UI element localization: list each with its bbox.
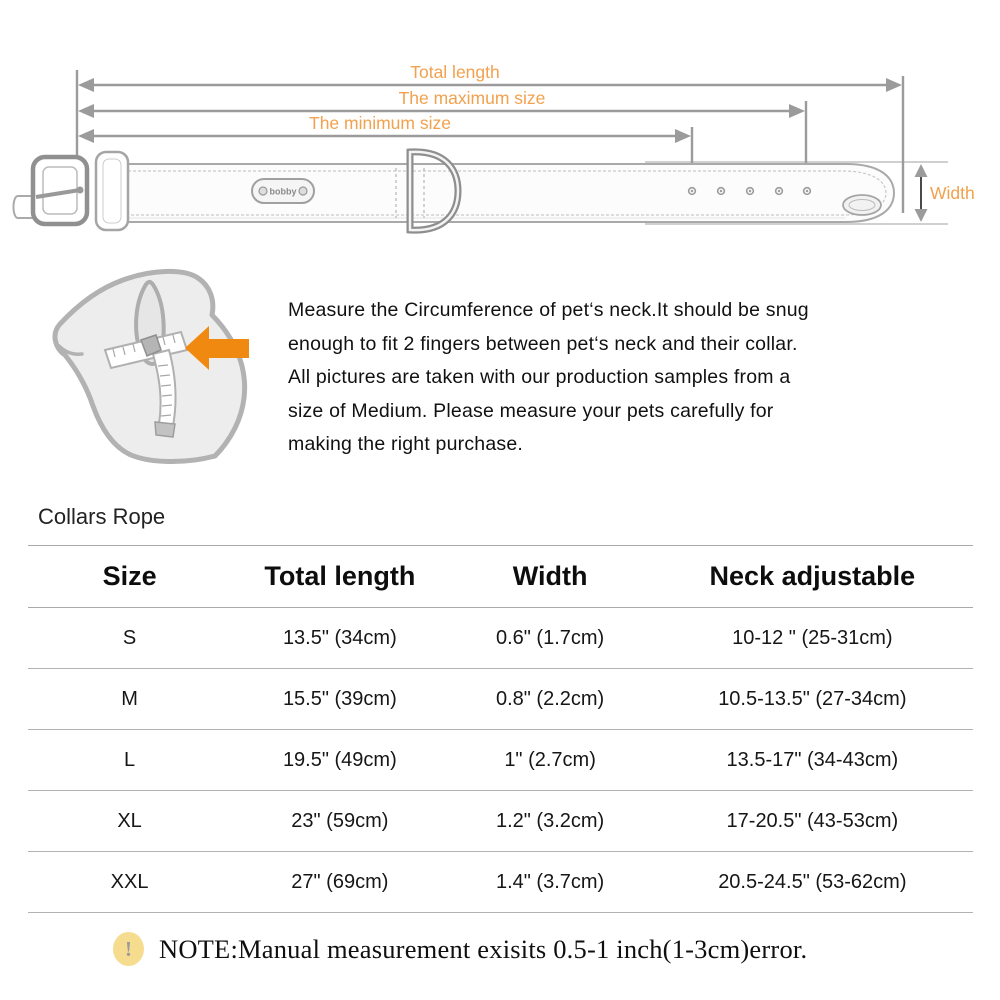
- measuring-instructions: [288, 294, 938, 462]
- cell-width: 0.8" (2.2cm): [449, 669, 652, 730]
- width-label: Width: [930, 183, 975, 203]
- maximum-size-label: The maximum size: [398, 88, 546, 108]
- note-row: [113, 932, 807, 966]
- cell-neck-adjustable: 13.5-17" (34-43cm): [652, 730, 973, 791]
- header-width: Width: [449, 546, 652, 608]
- instruction-line: making the right purchase.: [288, 433, 523, 455]
- table-row-xl: [28, 791, 973, 852]
- size-table: [28, 545, 973, 913]
- instruction-line: size of Medium. Please measure your pets carefully for: [288, 399, 774, 422]
- table-row-l: [28, 730, 973, 791]
- width-arrow: [915, 164, 928, 222]
- collar-measurement-diagram: [0, 0, 1000, 252]
- dog-head-silhouette: [55, 271, 245, 461]
- cell-total-length: 19.5" (49cm): [231, 730, 448, 791]
- collar-buckle: [14, 152, 129, 230]
- cell-size: M: [28, 669, 231, 730]
- collar-brand-tag: [252, 179, 314, 203]
- cell-width: 1.2" (3.2cm): [449, 791, 652, 852]
- cell-neck-adjustable: 17-20.5" (43-53cm): [652, 791, 973, 852]
- cell-size: L: [28, 730, 231, 791]
- collar-keeper-loop: [96, 152, 128, 230]
- header-neck-adjustable: Neck adjustable: [652, 546, 973, 608]
- cell-neck-adjustable: 10-12 " (25-31cm): [652, 608, 973, 669]
- table-row-s: [28, 608, 973, 669]
- minimum-size-label: The minimum size: [309, 113, 451, 133]
- header-size: Size: [28, 546, 231, 608]
- cell-neck-adjustable: 20.5-24.5" (53-62cm): [652, 852, 973, 913]
- cell-total-length: 27" (69cm): [231, 852, 448, 913]
- collar-brand-tag-text: bobby: [269, 186, 297, 197]
- cell-total-length: 23" (59cm): [231, 791, 448, 852]
- exclamation-icon: !: [113, 932, 144, 966]
- instruction-line: Measure the Circumference of pet‘s neck.It should be snug: [288, 299, 809, 321]
- cell-neck-adjustable: 10.5-13.5" (27-34cm): [652, 669, 973, 730]
- cell-size: XXL: [28, 852, 231, 913]
- dog-measuring-illustration: [35, 258, 305, 473]
- instruction-line: enough to fit 2 fingers between pet‘s neck and their collar.: [288, 332, 798, 355]
- cell-width: 0.6" (1.7cm): [449, 608, 652, 669]
- size-table-header-row: [28, 546, 973, 608]
- header-total-length: Total length: [231, 546, 448, 608]
- table-row-xxl: [28, 852, 973, 913]
- note-text: NOTE:Manual measurement exisits 0.5-1 inch(1-3cm)error.: [159, 933, 808, 964]
- total-length-label: Total length: [410, 62, 500, 82]
- cell-total-length: 13.5" (34cm): [231, 608, 448, 669]
- cell-size: XL: [28, 791, 231, 852]
- table-row-m: [28, 669, 973, 730]
- instruction-line: All pictures are taken with our production samples from a: [288, 366, 791, 388]
- tape-end-tab: [155, 422, 175, 437]
- cell-total-length: 15.5" (39cm): [231, 669, 448, 730]
- section-title: Collars Rope: [38, 504, 166, 529]
- cell-width: 1.4" (3.7cm): [449, 852, 652, 913]
- cell-size: S: [28, 608, 231, 669]
- cell-width: 1" (2.7cm): [449, 730, 652, 791]
- collar-tip-tag: [843, 195, 881, 215]
